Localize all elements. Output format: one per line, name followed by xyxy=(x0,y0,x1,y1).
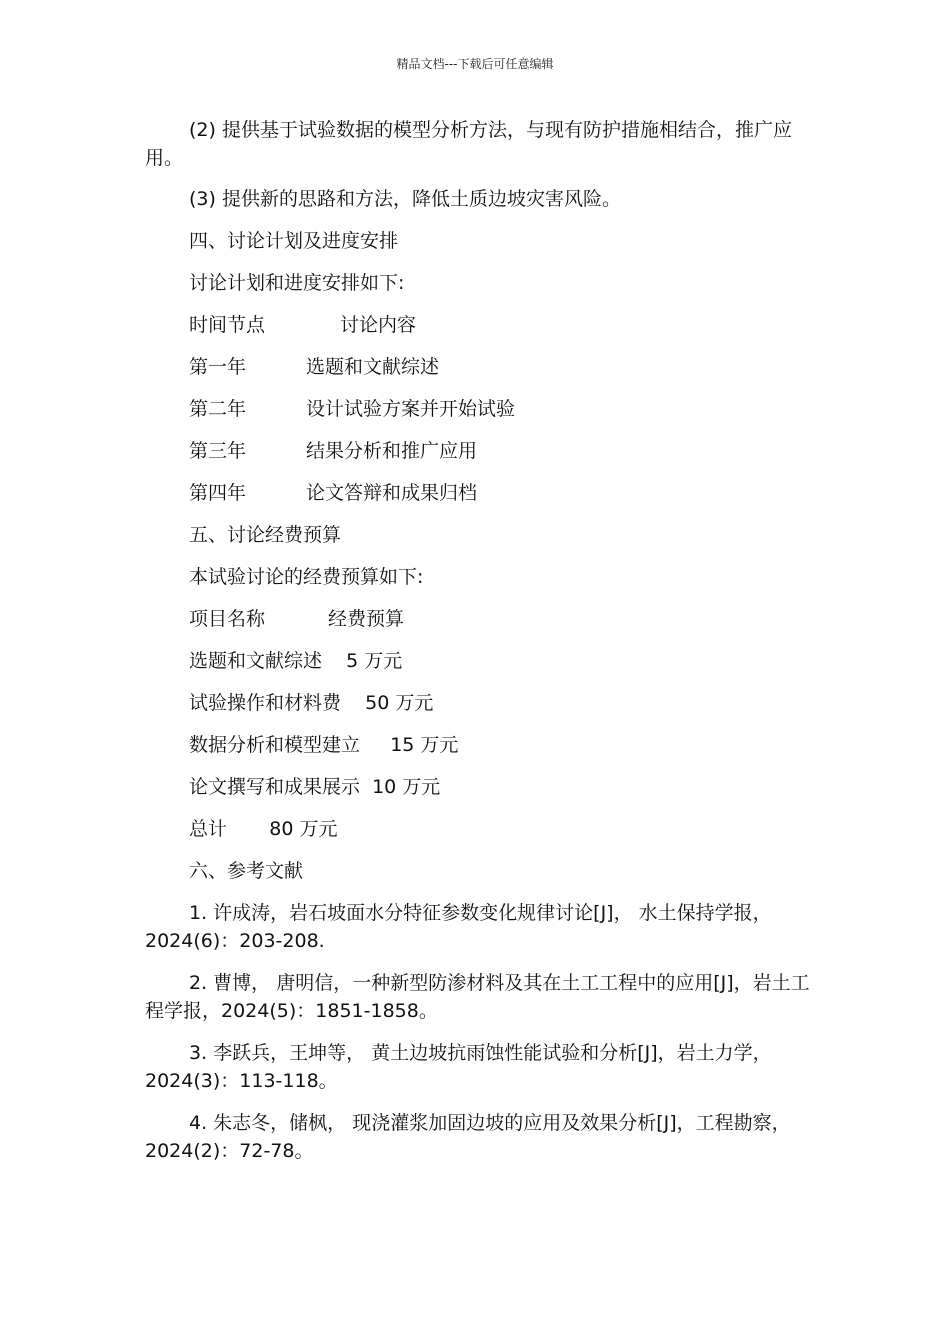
schedule-row xyxy=(145,479,810,507)
reference-item: 2. 曹博， 唐明信，一种新型防渗材料及其在土工工程中的应用[J]，岩土工程学报，2024(5)：1851-1858。 xyxy=(145,972,810,1022)
schedule-time: 第四年 xyxy=(189,482,247,504)
budget-header-row xyxy=(145,605,810,633)
schedule-header-content: 讨论内容 xyxy=(340,314,417,336)
budget-header-amount: 经费预算 xyxy=(328,608,405,630)
document-body xyxy=(145,116,810,1165)
budget-header-item: 项目名称 xyxy=(189,608,266,630)
schedule-row xyxy=(145,353,810,381)
page-header: 精品文档---下载后可任意编辑 xyxy=(396,57,554,71)
section-title-budget: 五、讨论经费预算 xyxy=(189,524,342,546)
schedule-header-row xyxy=(145,311,810,339)
reference-item: 4. 朱志冬，储枫， 现浇灌浆加固边坡的应用及效果分析[J]，工程勘察，2024(2)：72-78。 xyxy=(145,1112,791,1162)
schedule-row xyxy=(145,395,810,423)
schedule-time: 第一年 xyxy=(189,356,247,378)
budget-intro: 本试验讨论的经费预算如下: xyxy=(189,566,424,588)
section-title-references: 六、参考文献 xyxy=(189,860,304,882)
outcome-paragraph-3: (3) 提供新的思路和方法，降低土质边坡灾害风险。 xyxy=(189,188,621,210)
budget-row: 论文撰写和成果展示 10 万元 xyxy=(189,776,441,798)
schedule-time: 第三年 xyxy=(189,440,247,462)
schedule-header-time: 时间节点 xyxy=(189,314,266,336)
budget-row: 数据分析和模型建立 15 万元 xyxy=(189,734,459,756)
schedule-time: 第二年 xyxy=(189,398,247,420)
reference-item: 3. 李跃兵，王坤等， 黄土边坡抗雨蚀性能试验和分析[J]，岩土力学，2024(3)：113-118。 xyxy=(145,1042,772,1092)
budget-total-row: 总计 80 万元 xyxy=(189,818,338,840)
schedule-content: 论文答辩和成果归档 xyxy=(306,482,478,504)
budget-row: 选题和文献综述 5 万元 xyxy=(189,650,403,672)
schedule-content: 选题和文献综述 xyxy=(306,356,440,378)
schedule-content: 设计试验方案并开始试验 xyxy=(306,398,516,420)
outcome-paragraph-2: (2) 提供基于试验数据的模型分析方法，与现有防护措施相结合，推广应用。 xyxy=(145,119,792,169)
schedule-content: 结果分析和推广应用 xyxy=(306,440,478,462)
section-title-schedule: 四、讨论计划及进度安排 xyxy=(189,230,399,252)
schedule-intro: 讨论计划和进度安排如下: xyxy=(189,272,405,294)
budget-row: 试验操作和材料费 50 万元 xyxy=(189,692,434,714)
reference-item: 1. 许成涛，岩石坡面水分特征参数变化规律讨论[J]， 水土保持学报，2024(6)：203-208. xyxy=(145,902,772,952)
schedule-row xyxy=(145,437,810,465)
